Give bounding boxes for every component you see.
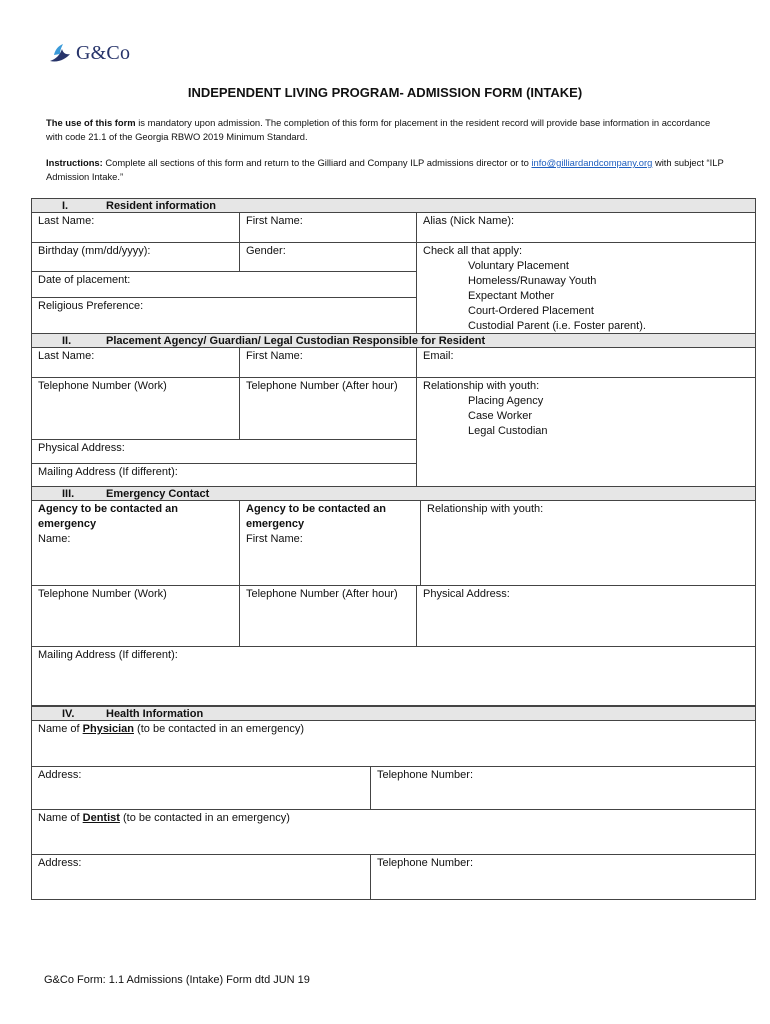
company-logo <box>48 38 130 68</box>
section-1-header <box>31 198 756 213</box>
s1-religion-field[interactable] <box>31 297 417 334</box>
s1-birthday-label: Birthday (mm/dd/yyyy): <box>38 245 151 257</box>
s2-email-label: Email: <box>423 350 454 362</box>
s1-religion-label: Religious Preference: <box>38 300 144 312</box>
s2-last-name-label: Last Name: <box>38 350 95 362</box>
s1-birthday-field[interactable] <box>31 242 240 272</box>
page-title: INDEPENDENT LIVING PROGRAM- ADMISSION FORM (INTAKE) <box>187 85 583 100</box>
s4-dentist-pre: Name of <box>38 812 83 824</box>
checkbox-case-worker[interactable]: Case Worker <box>468 410 532 422</box>
s2-mailing-address-field[interactable] <box>31 463 417 487</box>
s2-tel-work-field[interactable] <box>31 377 240 440</box>
instructions-text: Complete all sections of this form and return to the Gilliard and Company ILP admissions director or to <box>102 157 532 168</box>
s2-physical-address-field[interactable] <box>31 439 417 464</box>
checkbox-voluntary-placement[interactable]: Voluntary Placement <box>468 260 569 272</box>
s3-name-label: Name: <box>38 533 71 545</box>
s2-relationship-label: Relationship with youth: <box>423 380 540 392</box>
checkbox-legal-custodian[interactable]: Legal Custodian <box>468 425 548 437</box>
s4-physician-address-field[interactable] <box>31 766 371 810</box>
s2-tel-after-label: Telephone Number (After hour) <box>246 380 398 392</box>
section-2-number: II. <box>62 335 72 347</box>
s3-tel-work-label: Telephone Number (Work) <box>38 588 167 600</box>
s3-relationship-field[interactable] <box>420 500 756 586</box>
s2-last-name-field[interactable] <box>31 347 240 378</box>
s4-physician-word: Physician <box>82 723 134 735</box>
s1-placement-type-checklist[interactable] <box>416 242 756 334</box>
section-1-number: I. <box>62 200 69 212</box>
s1-alias-label: Alias (Nick Name): <box>423 215 515 227</box>
s3-agency-name-field[interactable] <box>31 500 240 586</box>
s1-last-name-field[interactable] <box>31 212 240 243</box>
section-2-title: Placement Agency/ Guardian/ Legal Custodian Responsible for Resident <box>106 335 486 347</box>
dove-logo-icon <box>48 41 72 65</box>
logo-text: G&Co <box>76 41 131 64</box>
checkbox-placing-agency[interactable]: Placing Agency <box>468 395 544 407</box>
s2-first-name-field[interactable] <box>239 347 417 378</box>
s1-check-label: Check all that apply: <box>423 245 523 257</box>
s3-tel-after-field[interactable] <box>239 585 417 647</box>
checkbox-expectant-mother[interactable]: Expectant Mother <box>468 290 555 302</box>
checkbox-court-ordered[interactable]: Court-Ordered Placement <box>468 305 594 317</box>
email-link[interactable]: info@gilliardandcompany.org <box>531 157 653 168</box>
s2-email-field[interactable] <box>416 347 756 378</box>
s3-physical-address-label: Physical Address: <box>423 588 510 600</box>
s3-agency-label: Agency to be contacted an emergency <box>38 503 178 530</box>
s3-relationship-label: Relationship with youth: <box>427 503 544 515</box>
s1-date-placement-label: Date of placement: <box>38 274 131 286</box>
instructions-label: Instructions: <box>46 157 103 168</box>
s1-last-name-label: Last Name: <box>38 215 95 227</box>
checkbox-custodial-parent[interactable]: Custodial Parent (i.e. Foster parent). <box>468 320 646 332</box>
s1-first-name-label: First Name: <box>246 215 303 227</box>
s3-tel-after-label: Telephone Number (After hour) <box>246 588 398 600</box>
section-1-title: Resident information <box>106 200 217 212</box>
s2-first-name-label: First Name: <box>246 350 303 362</box>
s4-dentist-address-label: Address: <box>38 857 82 869</box>
s3-mailing-address-field[interactable] <box>31 646 756 706</box>
section-2-header <box>31 333 756 348</box>
intro-bold: The use of this form <box>46 117 136 128</box>
s4-physician-address-label: Address: <box>38 769 82 781</box>
section-4-number: IV. <box>62 708 75 720</box>
instructions-paragraph <box>46 156 726 184</box>
s2-tel-work-label: Telephone Number (Work) <box>38 380 167 392</box>
s3-agency-first-name-field[interactable] <box>239 500 421 586</box>
section-4-header <box>31 706 756 721</box>
s1-gender-label: Gender: <box>246 245 286 257</box>
s2-relationship-checklist[interactable] <box>416 377 756 487</box>
s1-gender-field[interactable] <box>239 242 417 272</box>
checkbox-homeless-runaway[interactable]: Homeless/Runaway Youth <box>468 275 597 287</box>
section-3-header <box>31 486 756 501</box>
s4-dentist-telephone-field[interactable] <box>370 854 756 900</box>
s2-tel-after-field[interactable] <box>239 377 417 440</box>
instructions-tail: with subject “ILP Admission Intake.” <box>46 157 724 182</box>
s4-dentist-name-field[interactable] <box>31 809 756 855</box>
s1-first-name-field[interactable] <box>239 212 417 243</box>
s4-physician-pre: Name of <box>38 723 83 735</box>
s3-agency-label-2: Agency to be contacted an emergency <box>246 503 386 530</box>
s3-physical-address-field[interactable] <box>416 585 756 647</box>
s4-physician-post: (to be contacted in an emergency) <box>134 723 304 735</box>
s2-physical-address-label: Physical Address: <box>38 442 125 454</box>
section-3-number: III. <box>62 488 75 500</box>
s1-alias-field[interactable] <box>416 212 756 243</box>
intro-text: is mandatory upon admission. The completion of this form for placement in the resident record will provide base information in accordance with code 21.1 of the Georgia RBWO 2019 Minimum Standard. <box>46 117 711 142</box>
s4-physician-telephone-field[interactable] <box>370 766 756 810</box>
s4-dentist-post: (to be contacted in an emergency) <box>119 812 290 824</box>
s3-tel-work-field[interactable] <box>31 585 240 647</box>
s1-date-placement-field[interactable] <box>31 271 417 298</box>
intro-paragraph <box>46 116 726 144</box>
section-3-title: Emergency Contact <box>106 488 210 500</box>
s4-dentist-word: Dentist <box>82 812 120 824</box>
s4-dentist-address-field[interactable] <box>31 854 371 900</box>
form-footer: G&Co Form: 1.1 Admissions (Intake) Form dtd JUN 19 <box>44 974 310 986</box>
s3-first-name-label: First Name: <box>246 533 303 545</box>
section-4-title: Health Information <box>106 708 204 720</box>
s2-mailing-address-label: Mailing Address (If different): <box>38 466 178 478</box>
s4-physician-name-field[interactable] <box>31 720 756 767</box>
s4-dentist-telephone-label: Telephone Number: <box>377 857 474 869</box>
s3-mailing-address-label: Mailing Address (If different): <box>38 649 178 661</box>
s4-physician-telephone-label: Telephone Number: <box>377 769 474 781</box>
